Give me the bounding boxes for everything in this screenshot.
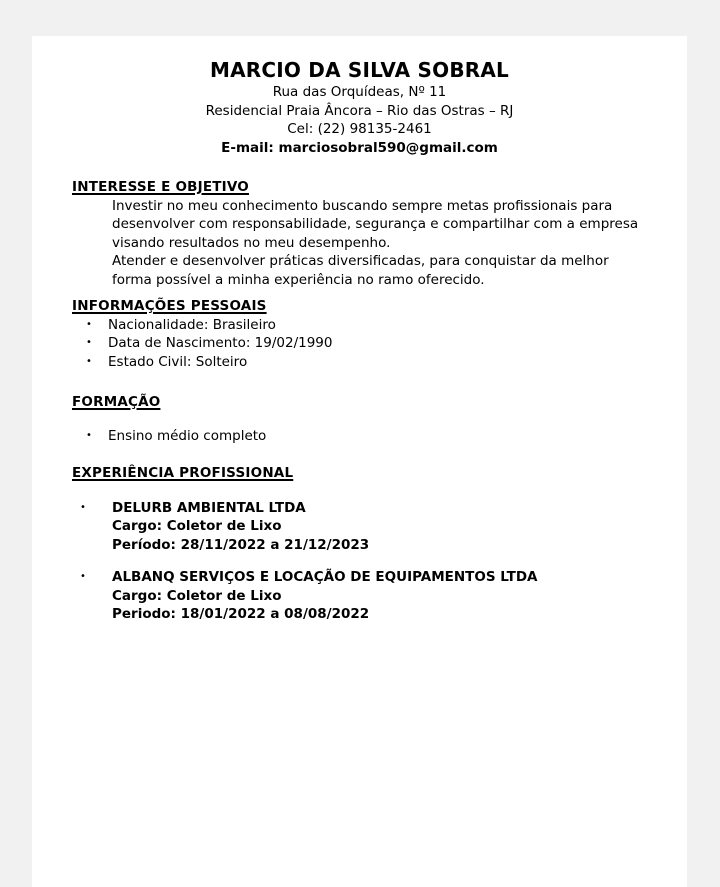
section-title-personal-info: INFORMAÇÕES PESSOAIS [72, 298, 267, 314]
resume-body [32, 178, 687, 624]
section-education [72, 393, 639, 445]
education-item: Ensino médio completo [108, 427, 267, 444]
email-line: E-mail: marciosobral590@gmail.com [221, 139, 498, 156]
job-period: Período: 28/11/2022 a 21/12/2023 [112, 536, 370, 553]
section-title-experience: EXPERIÊNCIA PROFISSIONAL [72, 465, 294, 481]
section-experience [72, 464, 639, 624]
section-title-education: FORMAÇÃO [72, 394, 161, 410]
objective-paragraphs [112, 197, 639, 290]
education-list [72, 427, 639, 446]
job-company: DELURB AMBIENTAL LTDA [112, 499, 306, 516]
address-line-2: Residencial Praia Âncora – Rio das Ostras – RJ [205, 102, 514, 119]
job-period: Periodo: 18/01/2022 a 08/08/2022 [112, 606, 370, 622]
job-details [112, 499, 369, 555]
resume-page [32, 36, 687, 887]
objective-paragraph: Investir no meu conhecimento buscando sempre metas profissionais para desenvolver com responsabilidade, segurança e compartilhar com a empresa visando resultados no meu desempenho. [112, 197, 639, 251]
bullet-icon: • [86, 429, 92, 441]
personal-info-marital-status: Estado Civil: Solteiro [108, 353, 248, 370]
job-company: ALBANQ SERVIÇOS E LOCAÇÃO DE EQUIPAMENTOS LTDA [112, 569, 538, 585]
bullet-icon: • [80, 571, 86, 582]
list-item [72, 316, 639, 335]
bullet-icon: • [80, 501, 86, 513]
list-item [72, 427, 639, 446]
list-item [72, 353, 639, 372]
bullet-icon: • [86, 355, 92, 367]
list-item [72, 334, 639, 353]
job-entry [72, 568, 639, 624]
address-line-1: Rua das Orquídeas, Nº 11 [272, 84, 447, 100]
contact-header [32, 36, 687, 157]
person-name: MARCIO DA SILVA SOBRAL [210, 58, 509, 82]
objective-paragraph: Atender e desenvolver práticas diversificadas, para conquistar da melhor forma possível a minha experiência no ramo oferecido. [112, 253, 609, 288]
personal-info-list [72, 316, 639, 372]
personal-info-nationality: Nacionalidade: Brasileiro [108, 316, 276, 333]
bullet-icon: • [86, 337, 92, 348]
job-entry [72, 499, 639, 555]
bullet-icon: • [86, 318, 92, 330]
personal-info-birthdate: Data de Nascimento: 19/02/1990 [108, 335, 333, 351]
section-objective [72, 178, 639, 289]
job-details [112, 568, 538, 624]
phone-line: Cel: (22) 98135-2461 [287, 121, 432, 137]
job-role: Cargo: Coletor de Lixo [112, 518, 282, 534]
section-personal-info [72, 297, 639, 371]
job-role: Cargo: Coletor de Lixo [112, 587, 282, 604]
section-title-objective: INTERESSE E OBJETIVO [72, 179, 249, 195]
